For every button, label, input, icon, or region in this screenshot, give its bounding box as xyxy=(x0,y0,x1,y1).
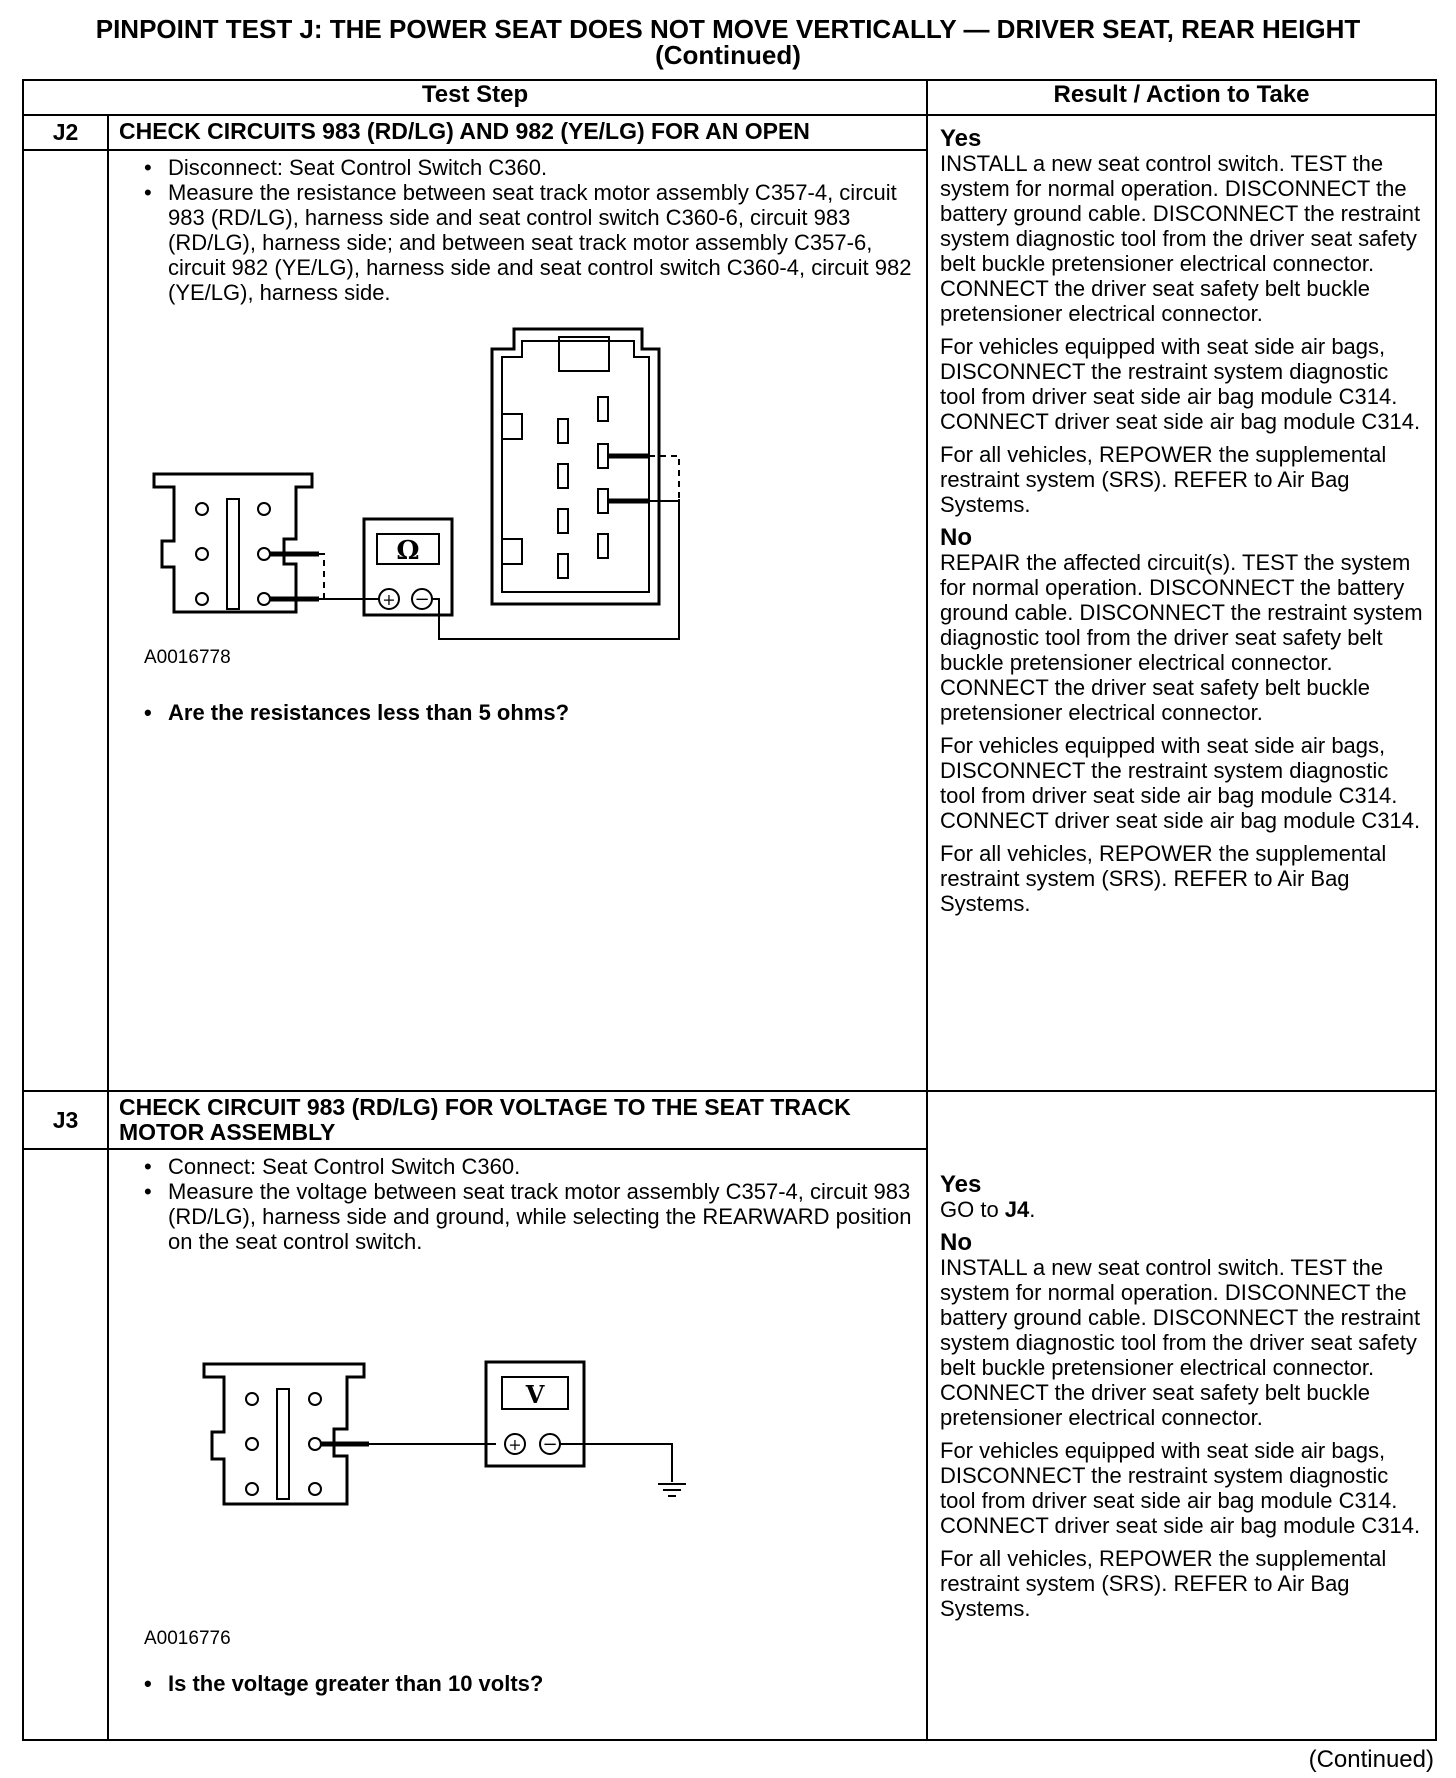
j2-no-para-2: For vehicles equipped with seat side air bags, DISCONNECT the restraint system diagnostic tool from driver seat side air bag module C314. CONNECT driver seat side air bag module C314. xyxy=(940,733,1421,833)
j2-no-para-3: For all vehicles, REPOWER the supplemental restraint system (SRS). REFER to Air Bag Systems. xyxy=(940,841,1387,916)
title-line-1: PINPOINT TEST J: THE POWER SEAT DOES NOT MOVE VERTICALLY — DRIVER SEAT, REAR HEIGHT xyxy=(95,14,1361,44)
j2-ohm-symbol: Ω xyxy=(396,536,420,566)
j3-no-para-1: INSTALL a new seat control switch. TEST the system for normal operation. DISCONNECT the battery ground cable. DISCONNECT the restraint system diagnostic tool from the driver seat safety belt buckle pretensioner electrical connector. CONNECT the driver seat safety belt buckle pretensioner electrical connector. xyxy=(940,1255,1421,1430)
continued-footer: (Continued) xyxy=(1308,1746,1434,1773)
ground-icon xyxy=(658,1484,686,1496)
step-j3-title-row xyxy=(23,1091,1436,1149)
j2-no-label: No xyxy=(940,524,972,551)
step-j3-id: J3 xyxy=(23,1091,108,1149)
j2-yes-para-3: For all vehicles, REPOWER the supplemental restraint system (SRS). REFER to Air Bag Systems. xyxy=(940,442,1387,517)
svg-text:+: + xyxy=(508,1435,522,1454)
j3-yes-go-end: . xyxy=(1029,1197,1036,1222)
j2-yes-para-1: INSTALL a new seat control switch. TEST the system for normal operation. DISCONNECT the battery ground cable. DISCONNECT the restraint system diagnostic tool from the driver seat safety belt buckle pretensioner electrical connector. CONNECT the driver seat safety belt buckle pretensioner electrical connector. xyxy=(940,151,1421,326)
j3-voltage-diagram xyxy=(134,1264,894,1604)
j3-volt-symbol: V xyxy=(525,1380,545,1409)
j2-no-para-1: REPAIR the affected circuit(s). TEST the system for normal operation. DISCONNECT the battery ground cable. DISCONNECT the restraint system diagnostic tool from the driver seat safety belt buckle pretensioner electrical connector. CONNECT the driver seat safety belt buckle pretensioner electrical connector. xyxy=(940,550,1423,725)
j3-bullet-1: • Connect: Seat Control Switch C360. xyxy=(144,1154,918,1179)
svg-text:+: + xyxy=(382,590,396,609)
j3-bullet-2: • Measure the voltage between seat track motor assembly C357-4, circuit 983 (RD/LG), harness side and ground, while selecting the REARWARD position on the seat control switch. xyxy=(144,1179,918,1254)
title-line-2: (Continued) xyxy=(655,40,801,70)
j2-bullet-1: • Disconnect: Seat Control Switch C360. xyxy=(144,155,918,180)
step-j3-title: CHECK CIRCUIT 983 (RD/LG) FOR VOLTAGE TO THE SEAT TRACK MOTOR ASSEMBLY xyxy=(108,1091,927,1149)
j3-figure-id: A0016776 xyxy=(144,1628,231,1649)
j2-bullet-2: • Measure the resistance between seat track motor assembly C357-4, circuit 983 (RD/LG), harness side and seat control switch C360-6, circuit 983 (RD/LG), harness side; and between seat track motor assembly C357-6, circuit 982 (YE/LG), harness side and seat control switch C360-4, circuit 982 (YE/LG), harness side. xyxy=(144,180,918,305)
j3-no-para-2: For vehicles equipped with seat side air bags, DISCONNECT the restraint system diagnostic tool from driver seat side air bag module C314. CONNECT driver seat side air bag module C314. xyxy=(940,1438,1421,1538)
svg-text:−: − xyxy=(542,1434,558,1455)
j2-figure-id: A0016778 xyxy=(144,647,231,668)
svg-text:−: − xyxy=(414,589,430,610)
j3-yes-go xyxy=(940,1197,1427,1222)
pinpoint-test-table xyxy=(22,79,1437,1741)
table-header-row xyxy=(23,80,1436,115)
step-j2-id: J2 xyxy=(23,115,108,150)
step-j2-title: CHECK CIRCUITS 983 (RD/LG) AND 982 (YE/LG) FOR AN OPEN xyxy=(108,115,927,150)
header-result: Result / Action to Take xyxy=(927,80,1436,115)
page-title xyxy=(0,16,1456,68)
j3-yes-label: Yes xyxy=(940,1171,982,1198)
j3-no-label: No xyxy=(940,1229,972,1256)
j2-question: • Are the resistances less than 5 ohms? xyxy=(144,700,918,725)
j3-yes-go-link[interactable]: J4 xyxy=(1004,1197,1030,1222)
step-j2-title-row xyxy=(23,115,1436,150)
step-j3-body xyxy=(108,1149,927,1740)
j3-no-para-3: For all vehicles, REPOWER the supplemental restraint system (SRS). REFER to Air Bag Systems. xyxy=(940,1546,1387,1621)
j2-yes-label: Yes xyxy=(940,125,982,152)
step-j2-result xyxy=(927,115,1436,1091)
step-j2-body xyxy=(108,150,927,1091)
j2-resistance-diagram xyxy=(134,309,894,689)
header-test-step: Test Step xyxy=(23,80,927,115)
step-j3-result xyxy=(927,1091,1436,1740)
j3-yes-go-text: GO to xyxy=(940,1197,1005,1222)
j3-question: • Is the voltage greater than 10 volts? xyxy=(144,1671,918,1696)
j2-yes-para-2: For vehicles equipped with seat side air bags, DISCONNECT the restraint system diagnostic tool from driver seat side air bag module C314. CONNECT driver seat side air bag module C314. xyxy=(940,334,1421,434)
